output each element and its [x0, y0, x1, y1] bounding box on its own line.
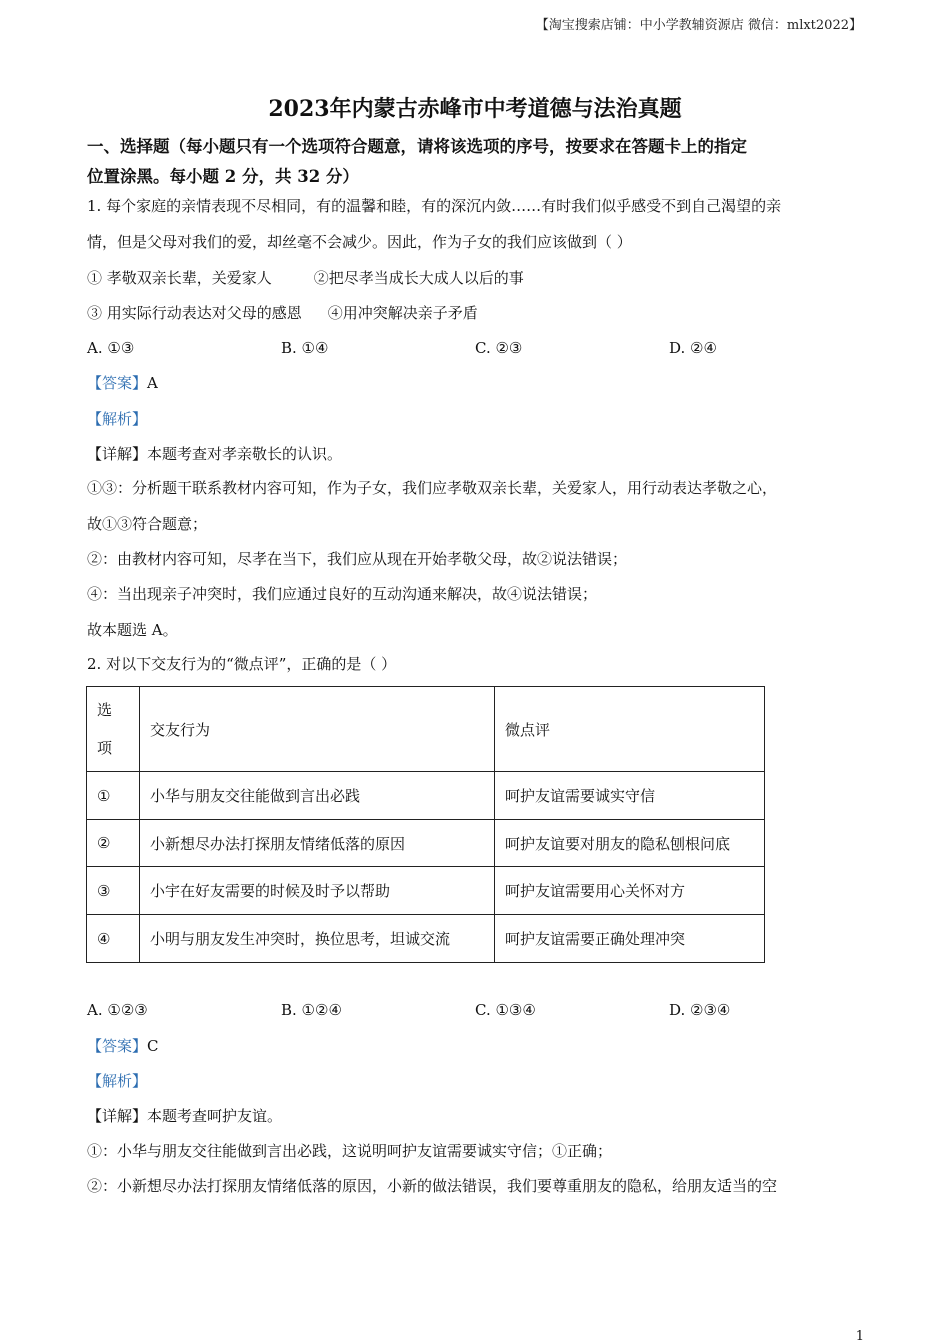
- q1-option-c: C. ②③: [475, 339, 523, 357]
- q1-explanation-1: ①③：分析题干联系教材内容可知，作为子女，我们应孝敬双亲长辈，关爱家人，用行动表达孝敬之心，: [87, 479, 778, 497]
- row-comment: 呵护友谊需要用心关怀对方: [495, 867, 765, 915]
- table-header-comment: 微点评: [495, 687, 765, 772]
- table-row: [87, 867, 765, 915]
- header-option-char1: 选: [97, 701, 113, 719]
- q1-option-b: B. ①④: [281, 339, 329, 357]
- row-number: ②: [87, 820, 140, 867]
- q2-option-b: B. ①②④: [281, 1001, 342, 1019]
- q1-stem-line2: 情，但是父母对我们的爱，却丝毫不会减少。因此，作为子女的我们应该做到（ ）: [87, 233, 632, 251]
- row-behavior: 小宇在好友需要的时候及时予以帮助: [140, 867, 495, 915]
- q2-analysis-tag: 【解析】: [87, 1072, 148, 1090]
- q1-option-d: D. ②④: [669, 339, 717, 357]
- q2-explanation-2: ②：小新想尽办法打探朋友情绪低落的原因，小新的做法错误，我们要尊重朋友的隐私，给朋友适当的空: [87, 1177, 778, 1195]
- answer-value: C: [147, 1037, 159, 1055]
- section-heading-line2: 位置涂黑。每小题 2 分，共 32 分）: [87, 167, 359, 186]
- q1-item-1: ① 孝敬双亲长辈，关爱家人: [87, 269, 272, 287]
- q2-table: [86, 686, 765, 963]
- q1-explanation-3: ②：由教材内容可知，尽孝在当下，我们应从现在开始孝敬父母，故②说法错误；: [87, 550, 628, 568]
- q1-item-3: ③ 用实际行动表达对父母的感恩: [87, 304, 302, 322]
- section-heading: [87, 132, 862, 192]
- answer-value: A: [147, 374, 158, 392]
- row-comment: 呵护友谊要对朋友的隐私刨根问底: [495, 820, 765, 867]
- table-row: [87, 915, 765, 963]
- q1-options: [87, 336, 867, 360]
- q1-items-row2: [87, 301, 478, 325]
- row-comment: 呵护友谊需要正确处理冲突: [495, 915, 765, 963]
- page-title: 2023年内蒙古赤峰市中考道德与法治真题: [268, 96, 682, 122]
- page-number: 1: [855, 1329, 864, 1344]
- q1-items-row1: [87, 266, 524, 290]
- header-option-char2: 项: [97, 739, 113, 757]
- q1-explanation-5: 故本题选 A。: [87, 621, 178, 639]
- q1-item-4: ④用冲突解决亲子矛盾: [327, 304, 478, 322]
- row-behavior: 小华与朋友交往能做到言出必践: [140, 772, 495, 820]
- row-behavior: 小明与朋友发生冲突时，换位思考，坦诚交流: [140, 915, 495, 963]
- header-note: 【淘宝搜索店铺：中小学教辅资源店 微信：mlxt2022】: [535, 18, 862, 33]
- q1-stem-line1: 1. 每个家庭的亲情表现不尽相同，有的温馨和睦，有的深沉内敛……有时我们似乎感受不到自己渴望的亲: [87, 197, 782, 215]
- q1-option-a: A. ①③: [87, 339, 135, 357]
- q2-option-d: D. ②③④: [669, 1001, 731, 1019]
- q2-explanation-1: ①：小华与朋友交往能做到言出必践，这说明呵护友谊需要诚实守信；①正确；: [87, 1142, 613, 1160]
- row-number: ③: [87, 867, 140, 915]
- q1-answer: [87, 371, 158, 395]
- answer-tag: 【答案】: [87, 1037, 148, 1055]
- q2-answer: [87, 1034, 159, 1058]
- q1-explanation-2: 故①③符合题意；: [87, 515, 208, 533]
- q1-item-2: ②把尽孝当成长大成人以后的事: [313, 269, 524, 287]
- q2-stem: 2. 对以下交友行为的“微点评”，正确的是（ ）: [87, 655, 397, 673]
- answer-tag: 【答案】: [87, 374, 148, 392]
- q1-explanation-4: ④：当出现亲子冲突时，我们应通过良好的互动沟通来解决，故④说法错误；: [87, 585, 598, 603]
- table-row: [87, 820, 765, 867]
- row-behavior: 小新想尽办法打探朋友情绪低落的原因: [140, 820, 495, 867]
- row-comment: 呵护友谊需要诚实守信: [495, 772, 765, 820]
- q1-detail: 【详解】本题考查对孝亲敬长的认识。: [87, 445, 343, 463]
- row-number: ①: [87, 772, 140, 820]
- table-header-row: [87, 687, 765, 772]
- q2-options: [87, 998, 867, 1022]
- table-row: [87, 772, 765, 820]
- q2-detail: 【详解】本题考查呵护友谊。: [87, 1107, 283, 1125]
- table-header-option: [87, 687, 140, 772]
- q2-option-a: A. ①②③: [87, 1001, 148, 1019]
- q2-option-c: C. ①③④: [475, 1001, 536, 1019]
- section-heading-line1: 一、选择题（每小题只有一个选项符合题意，请将该选项的序号，按要求在答题卡上的指定: [87, 137, 747, 156]
- row-number: ④: [87, 915, 140, 963]
- table-header-behavior: 交友行为: [140, 687, 495, 772]
- q1-analysis-tag: 【解析】: [87, 410, 148, 428]
